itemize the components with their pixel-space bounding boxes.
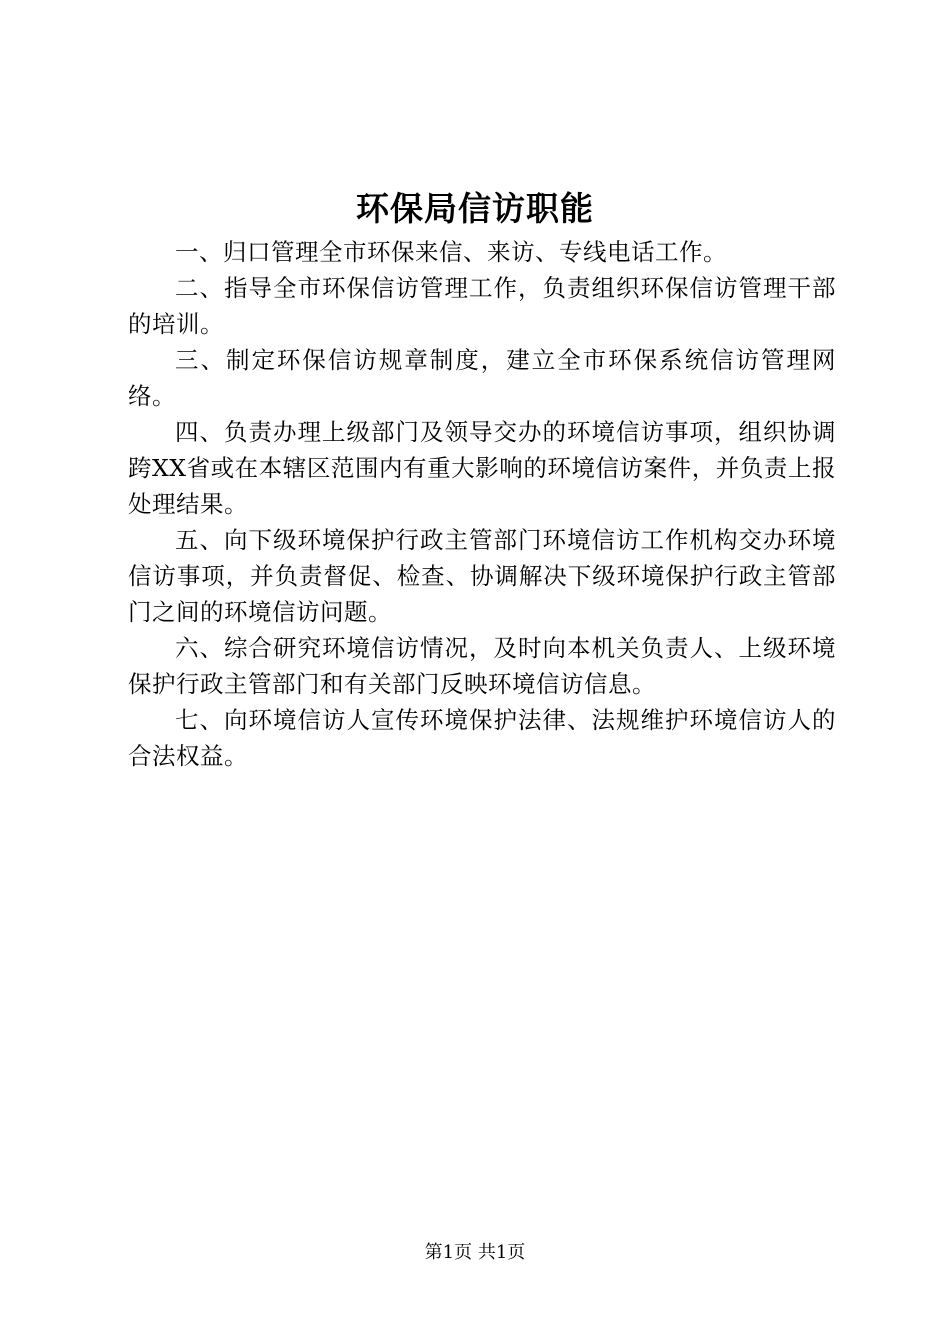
document-title: 环保局信访职能 bbox=[356, 189, 594, 228]
paragraph-1: 一、归口管理全市环保来信、来访、专线电话工作。 bbox=[175, 238, 727, 266]
paragraph-4: 四、负责办理上级部门及领导交办的环境信访事项，组织协调跨XX省或在本辖区范围内有重大影响的环境信访案件，并负责上报处理结果。 bbox=[128, 418, 836, 518]
paragraph-2: 二、指导全市环保信访管理工作，负责组织环保信访管理干部的培训。 bbox=[128, 274, 836, 338]
paragraph-6: 六、综合研究环境信访情况，及时向本机关负责人、上级环境保护行政主管部门和有关部门反映环境信访信息。 bbox=[128, 634, 836, 698]
paragraph-5: 五、向下级环境保护行政主管部门环境信访工作机构交办环境信访事项，并负责督促、检查、协调解决下级环境保护行政主管部门之间的环境信访问题。 bbox=[128, 526, 836, 626]
document-body bbox=[128, 234, 836, 774]
paragraph-3: 三、制定环保信访规章制度，建立全市环保系统信访管理网络。 bbox=[128, 346, 836, 410]
paragraph-7: 七、向环境信访人宣传环境保护法律、法规维护环境信访人的合法权益。 bbox=[128, 706, 836, 770]
page-footer: 第1页 共1页 bbox=[424, 1242, 526, 1263]
